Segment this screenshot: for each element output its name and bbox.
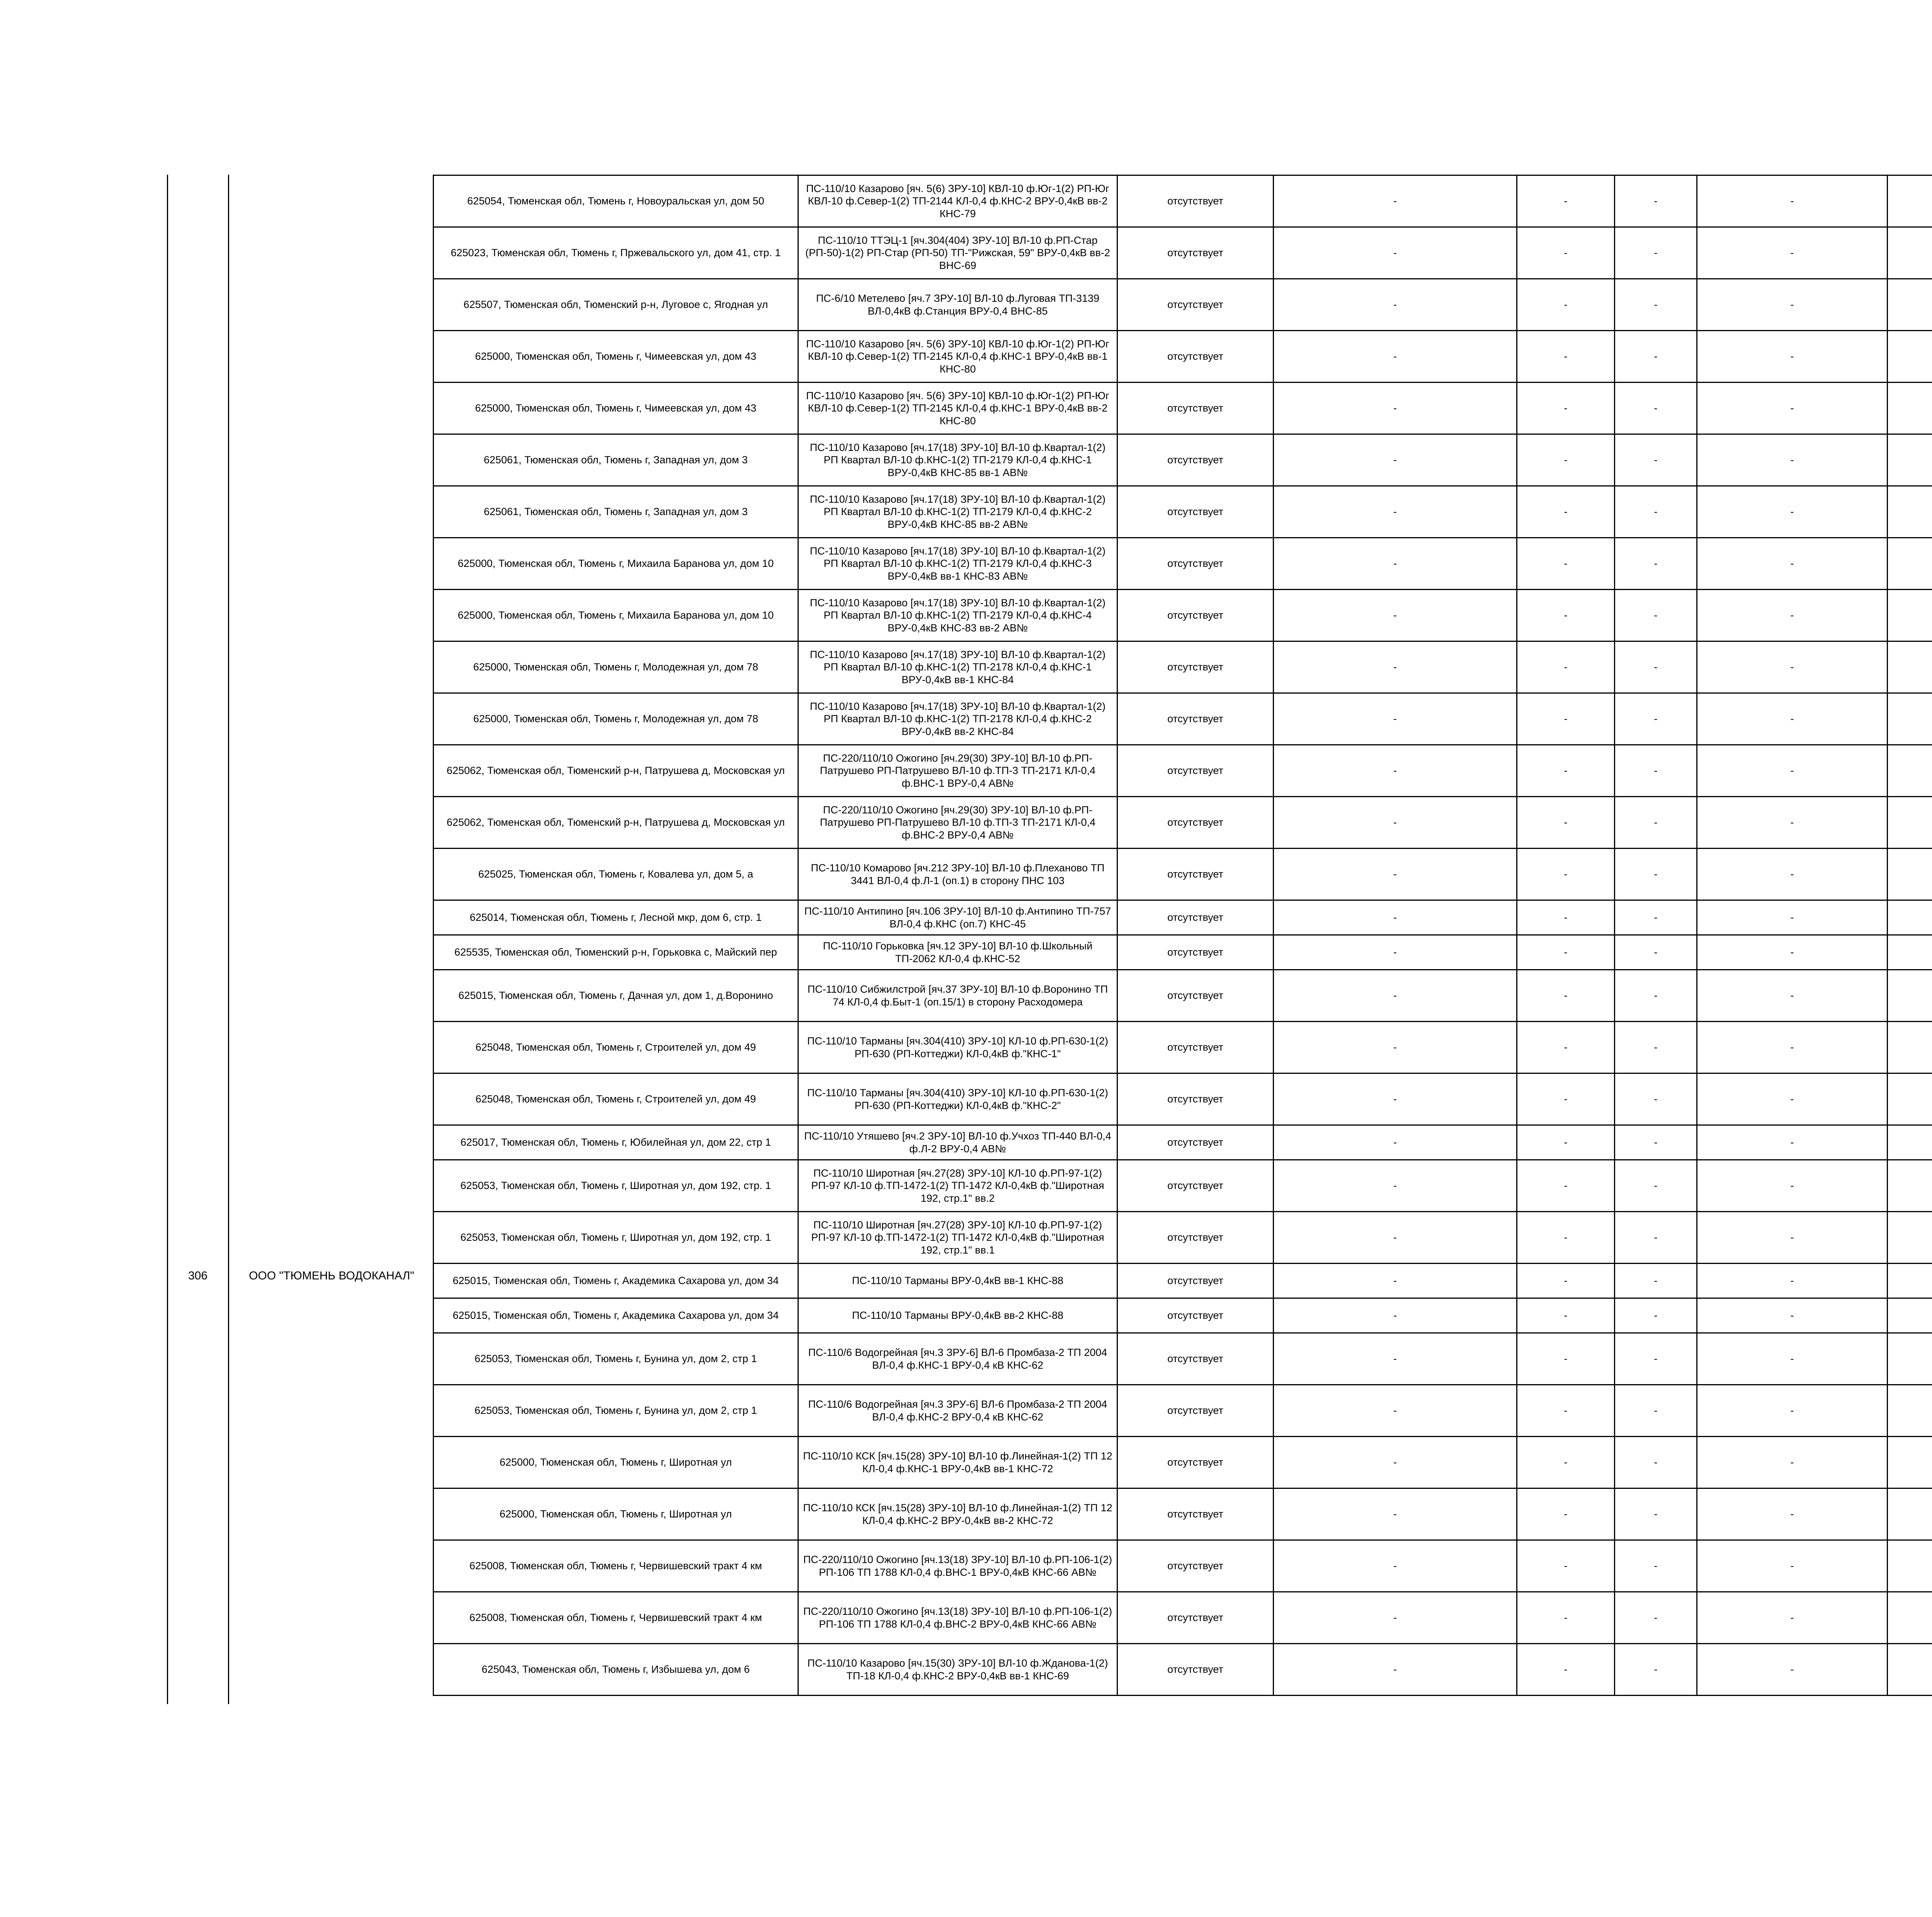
empty-value-cell: - xyxy=(1615,935,1697,970)
address-cell: 625053, Тюменская обл, Тюмень г, Широтная ул, дом 192, стр. 1 xyxy=(434,1160,798,1212)
empty-value-cell: - xyxy=(1274,1592,1517,1644)
empty-value-cell: - xyxy=(1517,1160,1615,1212)
connection-cell: ПС-110/10 Тарманы [яч.304(410) ЗРУ-10] КЛ-10 ф.РП-630-1(2) РП-630 (РП-Коттеджи) КЛ-0,4кВ ф."КНС-2" xyxy=(798,1073,1117,1125)
status-cell: отсутствует xyxy=(1117,1592,1274,1644)
empty-value-cell: - xyxy=(1517,1644,1615,1696)
empty-value-cell xyxy=(1888,900,1932,935)
empty-value-cell: - xyxy=(1517,745,1615,797)
empty-value-cell: - xyxy=(1274,935,1517,970)
empty-value-cell: - xyxy=(1697,1333,1888,1385)
table-row xyxy=(434,486,1932,538)
empty-value-cell xyxy=(1888,1212,1932,1264)
address-cell: 625000, Тюменская обл, Тюмень г, Чимеевская ул, дом 43 xyxy=(434,383,798,434)
table-row xyxy=(434,175,1932,227)
connection-cell: ПС-110/10 Казарово [яч.17(18) ЗРУ-10] ВЛ-10 ф.Квартал-1(2) РП Квартал ВЛ-10 ф.КНС-1(2) ТП-2178 КЛ-0,4 ф.КНС-1 ВРУ-0,4кВ вв-1 КНС-84 xyxy=(798,641,1117,693)
empty-value-cell xyxy=(1888,641,1932,693)
connection-cell: ПС-220/110/10 Ожогино [яч.13(18) ЗРУ-10] ВЛ-10 ф.РП-106-1(2) РП-106 ТП 1788 КЛ-0,4 ф.ВНС-2 ВРУ-0,4кВ КНС-66 АВ№ xyxy=(798,1592,1117,1644)
connection-cell: ПС-110/10 Антипино [яч.106 ЗРУ-10] ВЛ-10 ф.Антипино ТП-757 ВЛ-0,4 ф.КНС (оп.7) КНС-45 xyxy=(798,900,1117,935)
empty-value-cell: - xyxy=(1697,970,1888,1022)
empty-value-cell: - xyxy=(1615,745,1697,797)
empty-value-cell: - xyxy=(1517,693,1615,745)
empty-value-cell: - xyxy=(1274,1333,1517,1385)
empty-value-cell: - xyxy=(1697,1022,1888,1073)
empty-value-cell xyxy=(1888,1385,1932,1437)
table-row xyxy=(434,1488,1932,1540)
empty-value-cell: - xyxy=(1517,227,1615,279)
empty-value-cell: - xyxy=(1517,797,1615,849)
connection-cell: ПС-110/10 Казарово [яч.17(18) ЗРУ-10] ВЛ-10 ф.Квартал-1(2) РП Квартал ВЛ-10 ф.КНС-1(2) ТП-2179 КЛ-0,4 ф.КНС-4 ВРУ-0,4кВ КНС-83 вв-2 АВ№ xyxy=(798,590,1117,641)
table-row xyxy=(434,227,1932,279)
table-row xyxy=(434,1212,1932,1264)
empty-value-cell: - xyxy=(1697,1125,1888,1160)
empty-value-cell: - xyxy=(1274,641,1517,693)
table-row xyxy=(434,1644,1932,1696)
connection-cell: ПС-110/10 Утяшево [яч.2 ЗРУ-10] ВЛ-10 ф.Учхоз ТП-440 ВЛ-0,4 ф.Л-2 ВРУ-0,4 АВ№ xyxy=(798,1125,1117,1160)
empty-value-cell: - xyxy=(1615,693,1697,745)
empty-value-cell: - xyxy=(1274,1437,1517,1488)
connection-cell: ПС-110/10 Казарово [яч.15(30) ЗРУ-10] ВЛ-10 ф.Жданова-1(2) ТП-18 КЛ-0,4 ф.КНС-2 ВРУ-0,4кВ вв-1 КНС-69 xyxy=(798,1644,1117,1696)
status-cell: отсутствует xyxy=(1117,693,1274,745)
address-cell: 625507, Тюменская обл, Тюменский р-н, Луговое с, Ягодная ул xyxy=(434,279,798,331)
empty-value-cell: - xyxy=(1615,900,1697,935)
empty-value-cell xyxy=(1888,970,1932,1022)
empty-value-cell: - xyxy=(1517,1022,1615,1073)
empty-value-cell: - xyxy=(1517,1333,1615,1385)
empty-value-cell: - xyxy=(1615,1298,1697,1333)
empty-value-cell xyxy=(1888,486,1932,538)
empty-value-cell: - xyxy=(1615,434,1697,486)
empty-value-cell: - xyxy=(1274,1125,1517,1160)
empty-value-cell xyxy=(1888,1333,1932,1385)
empty-value-cell: - xyxy=(1615,1073,1697,1125)
address-cell: 625015, Тюменская обл, Тюмень г, Академика Сахарова ул, дом 34 xyxy=(434,1298,798,1333)
empty-value-cell: - xyxy=(1274,693,1517,745)
table-row xyxy=(434,331,1932,383)
empty-value-cell: - xyxy=(1274,900,1517,935)
status-cell: отсутствует xyxy=(1117,227,1274,279)
connection-cell: ПС-110/10 Горьковка [яч.12 ЗРУ-10] ВЛ-10 ф.Школьный ТП-2062 КЛ-0,4 ф.КНС-52 xyxy=(798,935,1117,970)
empty-value-cell: - xyxy=(1615,383,1697,434)
status-cell: отсутствует xyxy=(1117,1298,1274,1333)
address-cell: 625062, Тюменская обл, Тюменский р-н, Патрушева д, Московская ул xyxy=(434,797,798,849)
empty-value-cell: - xyxy=(1517,1488,1615,1540)
address-cell: 625061, Тюменская обл, Тюмень г, Западная ул, дом 3 xyxy=(434,434,798,486)
address-cell: 625008, Тюменская обл, Тюмень г, Червишевский тракт 4 км xyxy=(434,1592,798,1644)
connection-cell: ПС-6/10 Метелево [яч.7 ЗРУ-10] ВЛ-10 ф.Луговая ТП-3139 ВЛ-0,4кВ ф.Станция ВРУ-0,4 ВНС-85 xyxy=(798,279,1117,331)
empty-value-cell: - xyxy=(1517,970,1615,1022)
connection-cell: ПС-110/10 Тарманы ВРУ-0,4кВ вв-2 КНС-88 xyxy=(798,1298,1117,1333)
connection-cell: ПС-110/10 Казарово [яч.17(18) ЗРУ-10] ВЛ-10 ф.Квартал-1(2) РП Квартал ВЛ-10 ф.КНС-1(2) ТП-2179 КЛ-0,4 ф.КНС-1 ВРУ-0,4кВ КНС-85 вв-1 АВ№ xyxy=(798,434,1117,486)
empty-value-cell: - xyxy=(1697,1385,1888,1437)
empty-value-cell xyxy=(1888,1022,1932,1073)
empty-value-cell: - xyxy=(1274,1488,1517,1540)
status-cell: отсутствует xyxy=(1117,434,1274,486)
empty-value-cell: - xyxy=(1615,1125,1697,1160)
table-row xyxy=(434,1022,1932,1073)
table-row xyxy=(434,1385,1932,1437)
status-cell: отсутствует xyxy=(1117,331,1274,383)
empty-value-cell: - xyxy=(1697,331,1888,383)
empty-value-cell: - xyxy=(1517,1125,1615,1160)
empty-value-cell: - xyxy=(1517,1385,1615,1437)
empty-value-cell: - xyxy=(1697,1298,1888,1333)
address-cell: 625043, Тюменская обл, Тюмень г, Избышева ул, дом 6 xyxy=(434,1644,798,1696)
empty-value-cell xyxy=(1888,434,1932,486)
empty-value-cell: - xyxy=(1615,227,1697,279)
table-row xyxy=(434,1298,1932,1333)
empty-value-cell xyxy=(1888,1592,1932,1644)
empty-value-cell xyxy=(1888,175,1932,227)
status-cell: отсутствует xyxy=(1117,590,1274,641)
connection-cell: ПС-220/110/10 Ожогино [яч.29(30) ЗРУ-10] ВЛ-10 ф.РП-Патрушево РП-Патрушево ВЛ-10 ф.ТП-3 ТП-2171 КЛ-0,4 ф.ВНС-1 ВРУ-0,4 АВ№ xyxy=(798,745,1117,797)
status-cell: отсутствует xyxy=(1117,1488,1274,1540)
row-number: 306 xyxy=(188,1269,208,1282)
connection-cell: ПС-110/10 КСК [яч.15(28) ЗРУ-10] ВЛ-10 ф.Линейная-1(2) ТП 12 КЛ-0,4 ф.КНС-1 ВРУ-0,4кВ вв-1 КНС-72 xyxy=(798,1437,1117,1488)
empty-value-cell: - xyxy=(1697,1212,1888,1264)
address-cell: 625048, Тюменская обл, Тюмень г, Строителей ул, дом 49 xyxy=(434,1073,798,1125)
empty-value-cell: - xyxy=(1274,486,1517,538)
connection-cell: ПС-110/6 Водогрейная [яч.3 ЗРУ-6] ВЛ-6 Промбаза-2 ТП 2004 ВЛ-0,4 ф.КНС-2 ВРУ-0,4 кВ КНС-62 xyxy=(798,1385,1117,1437)
empty-value-cell: - xyxy=(1274,1264,1517,1298)
empty-value-cell: - xyxy=(1274,383,1517,434)
connection-cell: ПС-110/10 Широтная [яч.27(28) ЗРУ-10] КЛ-10 ф.РП-97-1(2) РП-97 КЛ-10 ф.ТП-1472-1(2) ТП-1472 КЛ-0,4кВ ф."Широтная 192, стр.1" вв.2 xyxy=(798,1160,1117,1212)
empty-value-cell: - xyxy=(1697,1540,1888,1592)
table-row xyxy=(434,1540,1932,1592)
empty-value-cell: - xyxy=(1697,641,1888,693)
empty-value-cell: - xyxy=(1274,538,1517,590)
table-row xyxy=(434,538,1932,590)
empty-value-cell xyxy=(1888,1160,1932,1212)
empty-value-cell: - xyxy=(1697,693,1888,745)
table-row xyxy=(434,383,1932,434)
empty-value-cell: - xyxy=(1697,745,1888,797)
empty-value-cell: - xyxy=(1517,331,1615,383)
address-cell: 625015, Тюменская обл, Тюмень г, Академика Сахарова ул, дом 34 xyxy=(434,1264,798,1298)
empty-value-cell: - xyxy=(1697,279,1888,331)
table-row xyxy=(434,970,1932,1022)
address-cell: 625000, Тюменская обл, Тюмень г, Широтная ул xyxy=(434,1437,798,1488)
empty-value-cell: - xyxy=(1615,970,1697,1022)
empty-value-cell: - xyxy=(1517,175,1615,227)
table-row xyxy=(434,797,1932,849)
empty-value-cell: - xyxy=(1697,797,1888,849)
status-cell: отсутствует xyxy=(1117,745,1274,797)
status-cell: отсутствует xyxy=(1117,935,1274,970)
connection-cell: ПС-110/10 Казарово [яч.17(18) ЗРУ-10] ВЛ-10 ф.Квартал-1(2) РП Квартал ВЛ-10 ф.КНС-1(2) ТП-2178 КЛ-0,4 ф.КНС-2 ВРУ-0,4кВ вв-2 КНС-84 xyxy=(798,693,1117,745)
empty-value-cell xyxy=(1888,1125,1932,1160)
address-cell: 625017, Тюменская обл, Тюмень г, Юбилейная ул, дом 22, стр 1 xyxy=(434,1125,798,1160)
address-cell: 625025, Тюменская обл, Тюмень г, Ковалева ул, дом 5, а xyxy=(434,849,798,900)
table-row xyxy=(434,1125,1932,1160)
empty-value-cell: - xyxy=(1517,935,1615,970)
empty-value-cell: - xyxy=(1274,434,1517,486)
address-cell: 625015, Тюменская обл, Тюмень г, Дачная ул, дом 1, д.Воронино xyxy=(434,970,798,1022)
empty-value-cell: - xyxy=(1697,1160,1888,1212)
empty-value-cell: - xyxy=(1274,1540,1517,1592)
status-cell: отсутствует xyxy=(1117,1212,1274,1264)
empty-value-cell: - xyxy=(1697,849,1888,900)
status-cell: отсутствует xyxy=(1117,1125,1274,1160)
empty-value-cell: - xyxy=(1517,383,1615,434)
empty-value-cell: - xyxy=(1615,1385,1697,1437)
empty-value-cell xyxy=(1888,590,1932,641)
connection-cell: ПС-110/10 Казарово [яч. 5(6) ЗРУ-10] КВЛ-10 ф.Юг-1(2) РП-Юг КВЛ-10 ф.Север-1(2) ТП-2145 КЛ-0,4 ф.КНС-1 ВРУ-0,4кВ вв-1 КНС-80 xyxy=(798,331,1117,383)
address-cell: 625023, Тюменская обл, Тюмень г, Пржевальского ул, дом 41, стр. 1 xyxy=(434,227,798,279)
empty-value-cell: - xyxy=(1615,279,1697,331)
empty-value-cell: - xyxy=(1517,1212,1615,1264)
empty-value-cell: - xyxy=(1615,590,1697,641)
empty-value-cell: - xyxy=(1697,383,1888,434)
empty-value-cell: - xyxy=(1697,434,1888,486)
connection-cell: ПС-220/110/10 Ожогино [яч.29(30) ЗРУ-10] ВЛ-10 ф.РП-Патрушево РП-Патрушево ВЛ-10 ф.ТП-3 ТП-2171 КЛ-0,4 ф.ВНС-2 ВРУ-0,4 АВ№ xyxy=(798,797,1117,849)
table-row xyxy=(434,900,1932,935)
address-cell: 625000, Тюменская обл, Тюмень г, Чимеевская ул, дом 43 xyxy=(434,331,798,383)
address-cell: 625000, Тюменская обл, Тюмень г, Молодежная ул, дом 78 xyxy=(434,693,798,745)
table-row xyxy=(434,745,1932,797)
status-cell: отсутствует xyxy=(1117,279,1274,331)
empty-value-cell: - xyxy=(1274,1022,1517,1073)
empty-value-cell: - xyxy=(1615,1160,1697,1212)
table-row xyxy=(434,935,1932,970)
empty-value-cell: - xyxy=(1615,849,1697,900)
status-cell: отсутствует xyxy=(1117,1333,1274,1385)
status-cell: отсутствует xyxy=(1117,1437,1274,1488)
address-cell: 625000, Тюменская обл, Тюмень г, Михаила Баранова ул, дом 10 xyxy=(434,590,798,641)
empty-value-cell: - xyxy=(1615,1212,1697,1264)
connection-cell: ПС-110/10 Тарманы ВРУ-0,4кВ вв-1 КНС-88 xyxy=(798,1264,1117,1298)
empty-value-cell xyxy=(1888,538,1932,590)
empty-value-cell: - xyxy=(1697,935,1888,970)
status-cell: отсутствует xyxy=(1117,1264,1274,1298)
data-table xyxy=(433,175,1932,1696)
table-row xyxy=(434,1073,1932,1125)
empty-value-cell xyxy=(1888,1264,1932,1298)
status-cell: отсутствует xyxy=(1117,849,1274,900)
empty-value-cell xyxy=(1888,1644,1932,1696)
empty-value-cell xyxy=(1888,693,1932,745)
status-cell: отсутствует xyxy=(1117,1022,1274,1073)
address-cell: 625053, Тюменская обл, Тюмень г, Широтная ул, дом 192, стр. 1 xyxy=(434,1212,798,1264)
empty-value-cell: - xyxy=(1615,1437,1697,1488)
empty-value-cell: - xyxy=(1615,1264,1697,1298)
empty-value-cell: - xyxy=(1274,331,1517,383)
address-cell: 625000, Тюменская обл, Тюмень г, Широтная ул xyxy=(434,1488,798,1540)
table-body xyxy=(434,175,1932,1696)
status-cell: отсутствует xyxy=(1117,175,1274,227)
address-cell: 625014, Тюменская обл, Тюмень г, Лесной мкр, дом 6, стр. 1 xyxy=(434,900,798,935)
empty-value-cell: - xyxy=(1697,1592,1888,1644)
table-row xyxy=(434,279,1932,331)
empty-value-cell: - xyxy=(1697,1488,1888,1540)
empty-value-cell: - xyxy=(1517,1540,1615,1592)
status-cell: отсутствует xyxy=(1117,1073,1274,1125)
table-row xyxy=(434,1437,1932,1488)
address-cell: 625053, Тюменская обл, Тюмень г, Бунина ул, дом 2, стр 1 xyxy=(434,1333,798,1385)
empty-value-cell xyxy=(1888,797,1932,849)
empty-value-cell xyxy=(1888,935,1932,970)
status-cell: отсутствует xyxy=(1117,641,1274,693)
empty-value-cell: - xyxy=(1615,175,1697,227)
status-cell: отсутствует xyxy=(1117,970,1274,1022)
connection-cell: ПС-110/10 Казарово [яч.17(18) ЗРУ-10] ВЛ-10 ф.Квартал-1(2) РП Квартал ВЛ-10 ф.КНС-1(2) ТП-2179 КЛ-0,4 ф.КНС-2 ВРУ-0,4кВ КНС-85 вв-2 АВ№ xyxy=(798,486,1117,538)
empty-value-cell: - xyxy=(1517,486,1615,538)
table-row xyxy=(434,849,1932,900)
address-cell: 625053, Тюменская обл, Тюмень г, Бунина ул, дом 2, стр 1 xyxy=(434,1385,798,1437)
empty-value-cell: - xyxy=(1274,227,1517,279)
empty-value-cell: - xyxy=(1615,1488,1697,1540)
empty-value-cell: - xyxy=(1274,590,1517,641)
empty-value-cell: - xyxy=(1274,175,1517,227)
empty-value-cell: - xyxy=(1517,1437,1615,1488)
connection-cell: ПС-110/10 Сибжилстрой [яч.37 ЗРУ-10] ВЛ-10 ф.Воронино ТП 74 КЛ-0,4 ф.Быт-1 (оп.15/1) в сторону Расходомера xyxy=(798,970,1117,1022)
empty-value-cell: - xyxy=(1615,1022,1697,1073)
address-cell: 625000, Тюменская обл, Тюмень г, Михаила Баранова ул, дом 10 xyxy=(434,538,798,590)
table-row xyxy=(434,590,1932,641)
table-row xyxy=(434,641,1932,693)
address-cell: 625535, Тюменская обл, Тюменский р-н, Горьковка с, Майский пер xyxy=(434,935,798,970)
empty-value-cell: - xyxy=(1697,590,1888,641)
address-cell: 625062, Тюменская обл, Тюменский р-н, Патрушева д, Московская ул xyxy=(434,745,798,797)
empty-value-cell xyxy=(1888,227,1932,279)
empty-value-cell: - xyxy=(1615,486,1697,538)
left-border-line xyxy=(228,175,229,1704)
empty-value-cell: - xyxy=(1274,1160,1517,1212)
empty-value-cell: - xyxy=(1697,538,1888,590)
connection-cell: ПС-110/10 Казарово [яч. 5(6) ЗРУ-10] КВЛ-10 ф.Юг-1(2) РП-Юг КВЛ-10 ф.Север-1(2) ТП-2145 КЛ-0,4 ф.КНС-1 ВРУ-0,4кВ вв-2 КНС-80 xyxy=(798,383,1117,434)
status-cell: отсутствует xyxy=(1117,797,1274,849)
empty-value-cell: - xyxy=(1517,1592,1615,1644)
empty-value-cell: - xyxy=(1615,331,1697,383)
empty-value-cell: - xyxy=(1615,1333,1697,1385)
status-cell: отсутствует xyxy=(1117,486,1274,538)
empty-value-cell: - xyxy=(1274,1644,1517,1696)
status-cell: отсутствует xyxy=(1117,1160,1274,1212)
empty-value-cell: - xyxy=(1274,970,1517,1022)
table-row xyxy=(434,434,1932,486)
empty-value-cell: - xyxy=(1615,538,1697,590)
connection-cell: ПС-110/10 Широтная [яч.27(28) ЗРУ-10] КЛ-10 ф.РП-97-1(2) РП-97 КЛ-10 ф.ТП-1472-1(2) ТП-1472 КЛ-0,4кВ ф."Широтная 192, стр.1" вв.1 xyxy=(798,1212,1117,1264)
empty-value-cell: - xyxy=(1274,797,1517,849)
table-row xyxy=(434,1160,1932,1212)
empty-value-cell: - xyxy=(1517,1264,1615,1298)
empty-value-cell: - xyxy=(1274,1212,1517,1264)
connection-cell: ПС-110/6 Водогрейная [яч.3 ЗРУ-6] ВЛ-6 Промбаза-2 ТП 2004 ВЛ-0,4 ф.КНС-1 ВРУ-0,4 кВ КНС-62 xyxy=(798,1333,1117,1385)
empty-value-cell: - xyxy=(1517,1073,1615,1125)
empty-value-cell: - xyxy=(1274,1073,1517,1125)
empty-value-cell: - xyxy=(1274,1385,1517,1437)
empty-value-cell: - xyxy=(1697,1437,1888,1488)
empty-value-cell: - xyxy=(1517,1298,1615,1333)
status-cell: отсутствует xyxy=(1117,383,1274,434)
empty-value-cell: - xyxy=(1697,486,1888,538)
empty-value-cell: - xyxy=(1274,849,1517,900)
empty-value-cell xyxy=(1888,1073,1932,1125)
empty-value-cell xyxy=(1888,1298,1932,1333)
empty-value-cell: - xyxy=(1517,849,1615,900)
address-cell: 625061, Тюменская обл, Тюмень г, Западная ул, дом 3 xyxy=(434,486,798,538)
address-cell: 625008, Тюменская обл, Тюмень г, Червишевский тракт 4 км xyxy=(434,1540,798,1592)
empty-value-cell: - xyxy=(1517,434,1615,486)
connection-cell: ПС-110/10 ТТЭЦ-1 [яч.304(404) ЗРУ-10] ВЛ-10 ф.РП-Стар (РП-50)-1(2) РП-Стар (РП-50) ТП-"Рижская, 59" ВРУ-0,4кВ вв-2 ВНС-69 xyxy=(798,227,1117,279)
empty-value-cell xyxy=(1888,1488,1932,1540)
status-cell: отсутствует xyxy=(1117,1385,1274,1437)
empty-value-cell: - xyxy=(1697,1264,1888,1298)
empty-value-cell: - xyxy=(1274,279,1517,331)
connection-cell: ПС-220/110/10 Ожогино [яч.13(18) ЗРУ-10] ВЛ-10 ф.РП-106-1(2) РП-106 ТП 1788 КЛ-0,4 ф.ВНС-1 ВРУ-0,4кВ КНС-66 АВ№ xyxy=(798,1540,1117,1592)
empty-value-cell: - xyxy=(1615,641,1697,693)
empty-value-cell: - xyxy=(1274,745,1517,797)
status-cell: отсутствует xyxy=(1117,1644,1274,1696)
empty-value-cell: - xyxy=(1517,641,1615,693)
address-cell: 625054, Тюменская обл, Тюмень г, Новоуральская ул, дом 50 xyxy=(434,175,798,227)
left-border-line xyxy=(167,175,168,1704)
empty-value-cell: - xyxy=(1517,279,1615,331)
empty-value-cell xyxy=(1888,383,1932,434)
empty-value-cell: - xyxy=(1517,900,1615,935)
empty-value-cell: - xyxy=(1274,1298,1517,1333)
status-cell: отсутствует xyxy=(1117,1540,1274,1592)
connection-cell: ПС-110/10 Казарово [яч. 5(6) ЗРУ-10] КВЛ-10 ф.Юг-1(2) РП-Юг КВЛ-10 ф.Север-1(2) ТП-2144 КЛ-0,4 ф.КНС-2 ВРУ-0,4кВ вв-2 КНС-79 xyxy=(798,175,1117,227)
connection-cell: ПС-110/10 Комарово [яч.212 ЗРУ-10] ВЛ-10 ф.Плеханово ТП 3441 ВЛ-0,4 ф.Л-1 (оп.1) в сторону ПНС 103 xyxy=(798,849,1117,900)
empty-value-cell xyxy=(1888,331,1932,383)
table-row xyxy=(434,1592,1932,1644)
empty-value-cell xyxy=(1888,745,1932,797)
empty-value-cell xyxy=(1888,1540,1932,1592)
connection-cell: ПС-110/10 КСК [яч.15(28) ЗРУ-10] ВЛ-10 ф.Линейная-1(2) ТП 12 КЛ-0,4 ф.КНС-2 ВРУ-0,4кВ вв-2 КНС-72 xyxy=(798,1488,1117,1540)
empty-value-cell: - xyxy=(1615,1540,1697,1592)
address-cell: 625000, Тюменская обл, Тюмень г, Молодежная ул, дом 78 xyxy=(434,641,798,693)
empty-value-cell: - xyxy=(1615,797,1697,849)
empty-value-cell: - xyxy=(1697,900,1888,935)
table-row xyxy=(434,1333,1932,1385)
table-row xyxy=(434,1264,1932,1298)
organization-name: ООО "ТЮМЕНЬ ВОДОКАНАЛ" xyxy=(249,1269,414,1282)
empty-value-cell: - xyxy=(1697,1073,1888,1125)
status-cell: отсутствует xyxy=(1117,538,1274,590)
empty-value-cell: - xyxy=(1517,590,1615,641)
table-row xyxy=(434,693,1932,745)
connection-cell: ПС-110/10 Казарово [яч.17(18) ЗРУ-10] ВЛ-10 ф.Квартал-1(2) РП Квартал ВЛ-10 ф.КНС-1(2) ТП-2179 КЛ-0,4 ф.КНС-3 ВРУ-0,4кВ вв-1 КНС-83 АВ№ xyxy=(798,538,1117,590)
empty-value-cell: - xyxy=(1697,1644,1888,1696)
empty-value-cell: - xyxy=(1615,1644,1697,1696)
empty-value-cell xyxy=(1888,849,1932,900)
connection-cell: ПС-110/10 Тарманы [яч.304(410) ЗРУ-10] КЛ-10 ф.РП-630-1(2) РП-630 (РП-Коттеджи) КЛ-0,4кВ ф."КНС-1" xyxy=(798,1022,1117,1073)
address-cell: 625048, Тюменская обл, Тюмень г, Строителей ул, дом 49 xyxy=(434,1022,798,1073)
status-cell: отсутствует xyxy=(1117,900,1274,935)
empty-value-cell xyxy=(1888,1437,1932,1488)
empty-value-cell: - xyxy=(1517,538,1615,590)
empty-value-cell: - xyxy=(1697,227,1888,279)
empty-value-cell xyxy=(1888,279,1932,331)
empty-value-cell: - xyxy=(1615,1592,1697,1644)
empty-value-cell: - xyxy=(1697,175,1888,227)
